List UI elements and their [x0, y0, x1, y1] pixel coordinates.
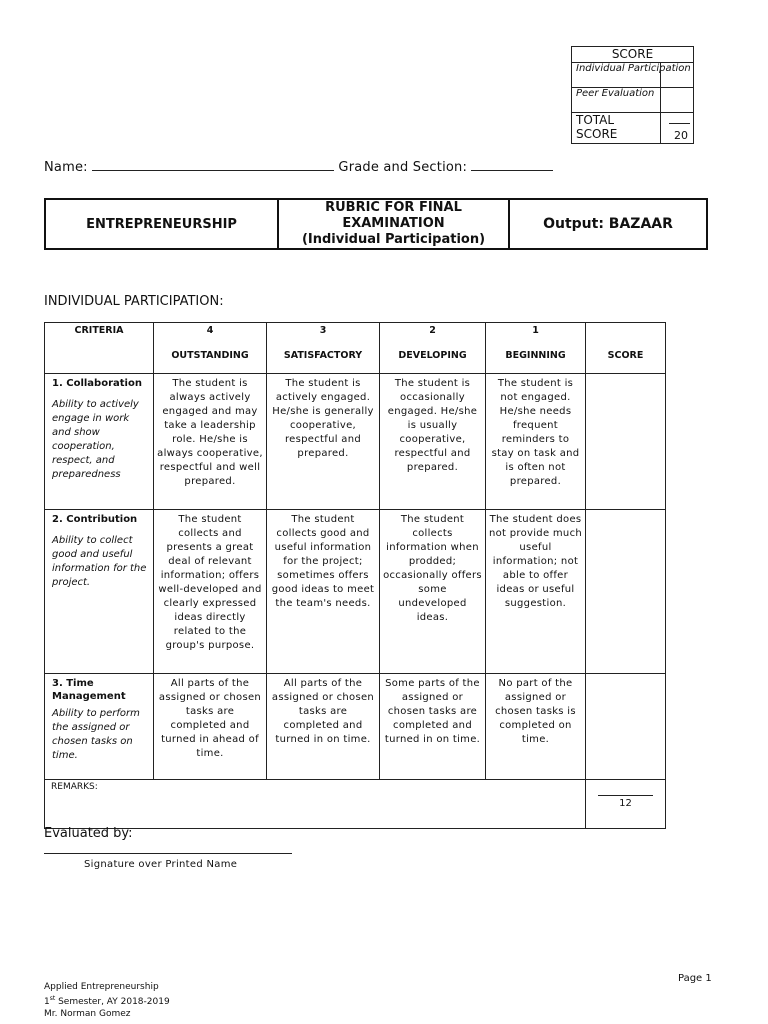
score-row-peer — [572, 88, 693, 113]
header-label: SCORE — [607, 350, 644, 361]
total-score-cell — [660, 113, 694, 143]
score-row-total — [572, 113, 693, 143]
output-title: Output: BAZAAR — [543, 216, 673, 232]
total-score-out-of: 20 — [674, 129, 688, 142]
criteria-description: Ability to perform the assigned or chosen tasks on time. — [52, 708, 140, 761]
header-level-1 — [486, 323, 586, 374]
header-num: 4 — [206, 325, 214, 336]
remarks-row — [45, 780, 666, 829]
level-4-description: The student is always actively engaged and may take a leadership role. He/she is always cooperative, respectful and well prepared. — [154, 374, 267, 510]
level-4-description: The student collects and presents a great deal of relevant information; offers well-developed and clearly expressed ideas directly related to the group's purpose. — [154, 510, 267, 674]
header-num: 3 — [319, 325, 327, 336]
criteria-title: 3. Time Management — [52, 678, 126, 702]
grade-section-blank — [471, 158, 553, 171]
score-cell — [586, 510, 666, 674]
score-cell — [660, 63, 694, 87]
score-row-individual — [572, 63, 693, 88]
header-num: 1 — [532, 325, 539, 336]
signature-label: Signature over Printed Name — [84, 859, 238, 870]
criteria-description: Ability to collect good and useful information for the project. — [52, 535, 147, 588]
score-row-label: Individual Participation — [576, 63, 691, 74]
rubric-row-time-management — [45, 674, 666, 780]
level-3-description: The student is actively engaged. He/she is generally cooperative, respectful and prepared. — [267, 374, 380, 510]
header-level-3 — [267, 323, 380, 374]
footer-instructor: Mr. Norman Gomez — [44, 1009, 131, 1019]
level-3-description: All parts of the assigned or chosen tasks are completed and turned in on time. — [267, 674, 380, 780]
subject-title: ENTREPRENEURSHIP — [86, 216, 237, 232]
header-num: CRITERIA — [74, 325, 124, 336]
score-cell — [586, 674, 666, 780]
rubric-title-line1: RUBRIC FOR FINAL — [325, 200, 462, 215]
level-3-description: The student collects good and useful information for the project; sometimes offers good ideas to meet the team's needs. — [267, 510, 380, 674]
page-number: Page 1 — [678, 973, 712, 984]
rubric-title-cell — [279, 200, 510, 248]
criteria-title: 1. Collaboration — [52, 378, 142, 389]
name-line — [44, 158, 553, 175]
footer-semester-sup: st — [49, 995, 56, 1002]
header-label: SATISFACTORY — [283, 350, 363, 361]
footer-semester-num: 1 — [44, 997, 50, 1007]
evaluated-by-label: Evaluated by: — [44, 826, 133, 841]
level-2-description: Some parts of the assigned or chosen tasks are completed and turned in on time. — [380, 674, 486, 780]
rubric-row-collaboration — [45, 374, 666, 510]
level-1-description: The student is not engaged. He/she needs frequent reminders to stay on task and is often not prepared. — [486, 374, 586, 510]
criteria-description: Ability to actively engage in work and show cooperation, respect, and preparedness — [52, 399, 139, 480]
level-4-description: All parts of the assigned or chosen tasks are completed and turned in ahead of time. — [154, 674, 267, 780]
rubric-title-line2: EXAMINATION — [342, 216, 445, 231]
score-cell — [660, 88, 694, 112]
footer-semester-text: Semester, AY 2018-2019 — [55, 997, 170, 1007]
level-2-description: The student collects information when prodded; occasionally offers some undeveloped ideas. — [380, 510, 486, 674]
header-label: OUTSTANDING — [171, 350, 249, 361]
criteria-cell — [45, 674, 154, 780]
score-box — [571, 46, 694, 144]
level-1-description: No part of the assigned or chosen tasks is completed on time. — [486, 674, 586, 780]
header-num: 2 — [429, 325, 436, 336]
header-criteria — [45, 323, 154, 374]
rubric-row-contribution — [45, 510, 666, 674]
section-title: INDIVIDUAL PARTICIPATION: — [44, 294, 224, 309]
level-2-description: The student is occasionally engaged. He/she is usually cooperative, respectful and prepared. — [380, 374, 486, 510]
total-score-label: TOTAL SCORE — [576, 113, 618, 141]
footer-semester — [44, 993, 170, 1008]
criteria-cell — [45, 374, 154, 510]
rubric-table — [44, 322, 666, 829]
footer — [44, 981, 170, 1020]
signature-line — [44, 853, 292, 854]
remarks-cell — [45, 780, 586, 829]
title-table — [44, 198, 708, 250]
name-label: Name: — [44, 160, 88, 175]
final-score-cell — [586, 780, 666, 829]
output-cell — [510, 200, 706, 248]
rubric-title-line3: (Individual Participation) — [301, 232, 486, 247]
score-box-header: SCORE — [572, 47, 693, 63]
header-level-4 — [154, 323, 267, 374]
header-level-2 — [380, 323, 486, 374]
name-blank — [92, 158, 334, 171]
grade-section-label: Grade and Section: — [338, 160, 468, 175]
header-label: BEGINNING — [505, 350, 566, 361]
total-score-blank — [669, 123, 690, 124]
final-score-blank — [598, 795, 653, 796]
level-1-description: The student does not provide much useful information; not able to offer ideas or useful suggestion. — [486, 510, 586, 674]
final-score-value: 12 — [619, 798, 632, 809]
header-label: DEVELOPING — [398, 350, 467, 361]
criteria-title: 2. Contribution — [52, 514, 138, 525]
header-score — [586, 323, 666, 374]
footer-course: Applied Entrepreneurship — [44, 982, 159, 992]
criteria-cell — [45, 510, 154, 674]
remarks-label: REMARKS: — [51, 782, 98, 792]
rubric-header-row — [45, 323, 666, 374]
score-cell — [586, 374, 666, 510]
subject-cell — [46, 200, 279, 248]
score-row-label: Peer Evaluation — [576, 88, 655, 99]
